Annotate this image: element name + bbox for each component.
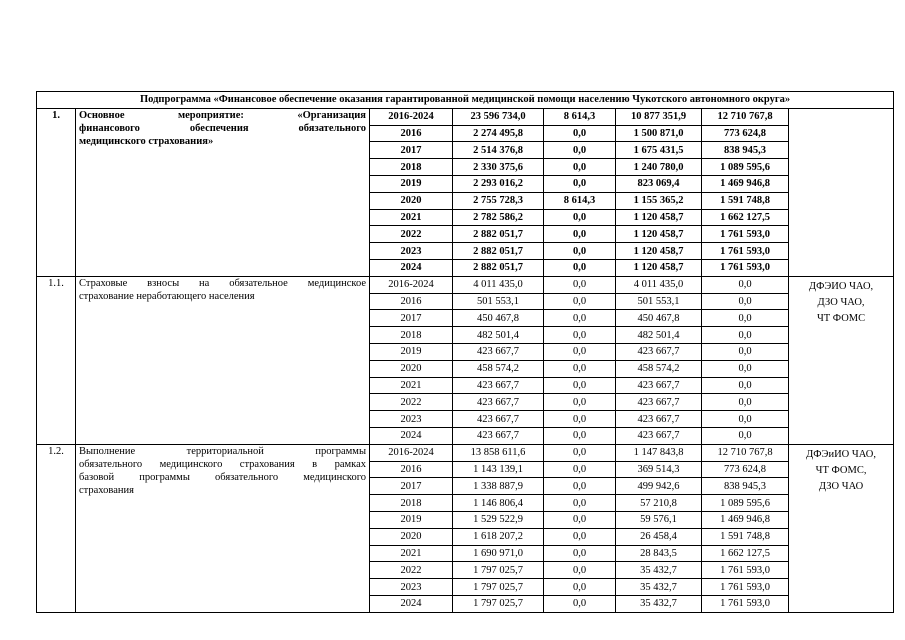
description-line: финансового обеспечения обязательного — [79, 122, 366, 134]
regional-budget-cell: 423 667,7 — [616, 377, 702, 394]
item-description — [76, 276, 370, 444]
total-cell: 2 882 051,7 — [453, 259, 544, 276]
funding-table — [36, 91, 894, 613]
fund-budget-cell: 1 591 748,8 — [702, 528, 789, 545]
total-cell: 23 596 734,0 — [453, 108, 544, 125]
period-cell: 2017 — [370, 310, 453, 327]
description-line: Основное мероприятие: «Организация — [79, 109, 366, 121]
total-cell: 501 553,1 — [453, 293, 544, 310]
federal-budget-cell: 0,0 — [544, 159, 616, 176]
regional-budget-cell: 1 147 843,8 — [616, 444, 702, 461]
executor-line: ДФЭиИО ЧАО, — [806, 448, 876, 460]
period-cell: 2017 — [370, 478, 453, 495]
fund-budget-cell: 1 469 946,8 — [702, 175, 789, 192]
fund-budget-cell: 838 945,3 — [702, 478, 789, 495]
regional-budget-cell: 28 843,5 — [616, 545, 702, 562]
total-cell: 2 274 495,8 — [453, 125, 544, 142]
item-number: 1.2. — [37, 444, 76, 612]
federal-budget-cell: 0,0 — [544, 377, 616, 394]
fund-budget-cell: 1 662 127,5 — [702, 545, 789, 562]
federal-budget-cell: 0,0 — [544, 259, 616, 276]
total-cell: 1 529 522,9 — [453, 511, 544, 528]
regional-budget-cell: 501 553,1 — [616, 293, 702, 310]
federal-budget-cell: 8 614,3 — [544, 192, 616, 209]
federal-budget-cell: 0,0 — [544, 478, 616, 495]
total-cell: 2 782 586,2 — [453, 209, 544, 226]
period-cell: 2022 — [370, 562, 453, 579]
regional-budget-cell: 482 501,4 — [616, 327, 702, 344]
subprogram-header-row — [37, 92, 894, 109]
total-cell: 1 338 887,9 — [453, 478, 544, 495]
federal-budget-cell: 0,0 — [544, 427, 616, 444]
period-cell: 2016-2024 — [370, 444, 453, 461]
fund-budget-cell: 1 761 593,0 — [702, 595, 789, 612]
description-line: страхование неработающего населения — [79, 290, 255, 302]
period-cell: 2016-2024 — [370, 276, 453, 293]
fund-budget-cell: 12 710 767,8 — [702, 444, 789, 461]
table-row — [37, 444, 894, 461]
regional-budget-cell: 369 514,3 — [616, 461, 702, 478]
federal-budget-cell: 0,0 — [544, 276, 616, 293]
total-cell: 4 011 435,0 — [453, 276, 544, 293]
federal-budget-cell: 0,0 — [544, 142, 616, 159]
executor-line: ДЗО ЧАО, — [817, 296, 865, 308]
total-cell: 1 690 971,0 — [453, 545, 544, 562]
total-cell: 1 797 025,7 — [453, 562, 544, 579]
period-cell: 2018 — [370, 495, 453, 512]
federal-budget-cell: 0,0 — [544, 511, 616, 528]
regional-budget-cell: 1 240 780,0 — [616, 159, 702, 176]
regional-budget-cell: 423 667,7 — [616, 411, 702, 428]
total-cell: 423 667,7 — [453, 411, 544, 428]
regional-budget-cell: 59 576,1 — [616, 511, 702, 528]
regional-budget-cell: 823 069,4 — [616, 175, 702, 192]
federal-budget-cell: 0,0 — [544, 562, 616, 579]
fund-budget-cell: 12 710 767,8 — [702, 108, 789, 125]
period-cell: 2018 — [370, 327, 453, 344]
description-line: Страховые взносы на обязательное медицинское — [79, 277, 366, 289]
period-cell: 2022 — [370, 226, 453, 243]
total-cell: 1 143 139,1 — [453, 461, 544, 478]
fund-budget-cell: 1 761 593,0 — [702, 243, 789, 260]
federal-budget-cell: 0,0 — [544, 495, 616, 512]
period-cell: 2023 — [370, 579, 453, 596]
executor-cell — [789, 108, 894, 276]
federal-budget-cell: 0,0 — [544, 545, 616, 562]
item-description — [76, 108, 370, 276]
period-cell: 2022 — [370, 394, 453, 411]
executor-line: ДФЭИО ЧАО, — [808, 280, 874, 292]
regional-budget-cell: 450 467,8 — [616, 310, 702, 327]
table-row — [37, 108, 894, 125]
regional-budget-cell: 1 155 365,2 — [616, 192, 702, 209]
fund-budget-cell: 0,0 — [702, 377, 789, 394]
period-cell: 2018 — [370, 159, 453, 176]
federal-budget-cell: 8 614,3 — [544, 108, 616, 125]
regional-budget-cell: 423 667,7 — [616, 427, 702, 444]
subprogram-title: Подпрограмма «Финансовое обеспечение оказания гарантированной медицинской помощи населению Чукотского автономного округа» — [37, 92, 894, 109]
period-cell: 2019 — [370, 511, 453, 528]
total-cell: 1 797 025,7 — [453, 579, 544, 596]
item-number: 1.1. — [37, 276, 76, 444]
period-cell: 2024 — [370, 595, 453, 612]
total-cell: 423 667,7 — [453, 343, 544, 360]
federal-budget-cell: 0,0 — [544, 243, 616, 260]
federal-budget-cell: 0,0 — [544, 343, 616, 360]
fund-budget-cell: 1 089 595,6 — [702, 159, 789, 176]
federal-budget-cell: 0,0 — [544, 444, 616, 461]
executor-line: ЧТ ФОМС, — [815, 464, 867, 476]
period-cell: 2023 — [370, 411, 453, 428]
period-cell: 2016 — [370, 461, 453, 478]
executor-line: ДЗО ЧАО — [818, 480, 864, 492]
period-cell: 2024 — [370, 427, 453, 444]
fund-budget-cell: 838 945,3 — [702, 142, 789, 159]
period-cell: 2016 — [370, 293, 453, 310]
federal-budget-cell: 0,0 — [544, 411, 616, 428]
period-cell: 2020 — [370, 192, 453, 209]
total-cell: 2 293 016,2 — [453, 175, 544, 192]
regional-budget-cell: 1 120 458,7 — [616, 226, 702, 243]
fund-budget-cell: 1 089 595,6 — [702, 495, 789, 512]
fund-budget-cell: 0,0 — [702, 411, 789, 428]
regional-budget-cell: 35 432,7 — [616, 579, 702, 596]
total-cell: 2 514 376,8 — [453, 142, 544, 159]
period-cell: 2016-2024 — [370, 108, 453, 125]
fund-budget-cell: 1 761 593,0 — [702, 259, 789, 276]
regional-budget-cell: 1 120 458,7 — [616, 209, 702, 226]
federal-budget-cell: 0,0 — [544, 595, 616, 612]
period-cell: 2020 — [370, 360, 453, 377]
total-cell: 423 667,7 — [453, 377, 544, 394]
regional-budget-cell: 35 432,7 — [616, 595, 702, 612]
period-cell: 2016 — [370, 125, 453, 142]
fund-budget-cell: 0,0 — [702, 310, 789, 327]
period-cell: 2024 — [370, 259, 453, 276]
table-row — [37, 276, 894, 293]
total-cell: 2 755 728,3 — [453, 192, 544, 209]
executor-cell — [789, 276, 894, 444]
total-cell: 1 146 806,4 — [453, 495, 544, 512]
fund-budget-cell: 1 761 593,0 — [702, 226, 789, 243]
fund-budget-cell: 0,0 — [702, 394, 789, 411]
period-cell: 2021 — [370, 209, 453, 226]
federal-budget-cell: 0,0 — [544, 125, 616, 142]
regional-budget-cell: 1 120 458,7 — [616, 243, 702, 260]
period-cell: 2020 — [370, 528, 453, 545]
regional-budget-cell: 57 210,8 — [616, 495, 702, 512]
regional-budget-cell: 1 500 871,0 — [616, 125, 702, 142]
regional-budget-cell: 10 877 351,9 — [616, 108, 702, 125]
fund-budget-cell: 1 761 593,0 — [702, 562, 789, 579]
regional-budget-cell: 423 667,7 — [616, 394, 702, 411]
period-cell: 2023 — [370, 243, 453, 260]
regional-budget-cell: 4 011 435,0 — [616, 276, 702, 293]
fund-budget-cell: 1 469 946,8 — [702, 511, 789, 528]
fund-budget-cell: 0,0 — [702, 327, 789, 344]
total-cell: 423 667,7 — [453, 427, 544, 444]
regional-budget-cell: 499 942,6 — [616, 478, 702, 495]
total-cell: 13 858 611,6 — [453, 444, 544, 461]
fund-budget-cell: 0,0 — [702, 276, 789, 293]
total-cell: 1 618 207,2 — [453, 528, 544, 545]
federal-budget-cell: 0,0 — [544, 175, 616, 192]
federal-budget-cell: 0,0 — [544, 310, 616, 327]
fund-budget-cell: 0,0 — [702, 343, 789, 360]
regional-budget-cell: 35 432,7 — [616, 562, 702, 579]
fund-budget-cell: 1 761 593,0 — [702, 579, 789, 596]
period-cell: 2021 — [370, 377, 453, 394]
total-cell: 458 574,2 — [453, 360, 544, 377]
item-description — [76, 444, 370, 612]
executor-cell — [789, 444, 894, 612]
fund-budget-cell: 0,0 — [702, 293, 789, 310]
document-page — [36, 91, 893, 613]
total-cell: 482 501,4 — [453, 327, 544, 344]
regional-budget-cell: 1 675 431,5 — [616, 142, 702, 159]
fund-budget-cell: 1 591 748,8 — [702, 192, 789, 209]
total-cell: 2 882 051,7 — [453, 243, 544, 260]
executor-line: ЧТ ФОМС — [816, 312, 866, 324]
period-cell: 2021 — [370, 545, 453, 562]
description-line: Выполнение территориальной программы — [79, 445, 366, 457]
federal-budget-cell: 0,0 — [544, 461, 616, 478]
federal-budget-cell: 0,0 — [544, 293, 616, 310]
federal-budget-cell: 0,0 — [544, 226, 616, 243]
period-cell: 2019 — [370, 343, 453, 360]
fund-budget-cell: 1 662 127,5 — [702, 209, 789, 226]
period-cell: 2019 — [370, 175, 453, 192]
regional-budget-cell: 458 574,2 — [616, 360, 702, 377]
regional-budget-cell: 423 667,7 — [616, 343, 702, 360]
regional-budget-cell: 26 458,4 — [616, 528, 702, 545]
federal-budget-cell: 0,0 — [544, 579, 616, 596]
period-cell: 2017 — [370, 142, 453, 159]
federal-budget-cell: 0,0 — [544, 327, 616, 344]
federal-budget-cell: 0,0 — [544, 360, 616, 377]
total-cell: 2 882 051,7 — [453, 226, 544, 243]
regional-budget-cell: 1 120 458,7 — [616, 259, 702, 276]
federal-budget-cell: 0,0 — [544, 209, 616, 226]
fund-budget-cell: 773 624,8 — [702, 125, 789, 142]
description-line: обязательного медицинского страхования в рамках — [79, 458, 366, 470]
fund-budget-cell: 0,0 — [702, 427, 789, 444]
description-line: базовой программы обязательного медицинского — [79, 471, 366, 483]
item-number: 1. — [37, 108, 76, 276]
description-line: медицинского страхования» — [79, 135, 214, 147]
fund-budget-cell: 773 624,8 — [702, 461, 789, 478]
federal-budget-cell: 0,0 — [544, 528, 616, 545]
total-cell: 450 467,8 — [453, 310, 544, 327]
total-cell: 2 330 375,6 — [453, 159, 544, 176]
federal-budget-cell: 0,0 — [544, 394, 616, 411]
total-cell: 423 667,7 — [453, 394, 544, 411]
description-line: страхования — [79, 484, 134, 496]
fund-budget-cell: 0,0 — [702, 360, 789, 377]
total-cell: 1 797 025,7 — [453, 595, 544, 612]
